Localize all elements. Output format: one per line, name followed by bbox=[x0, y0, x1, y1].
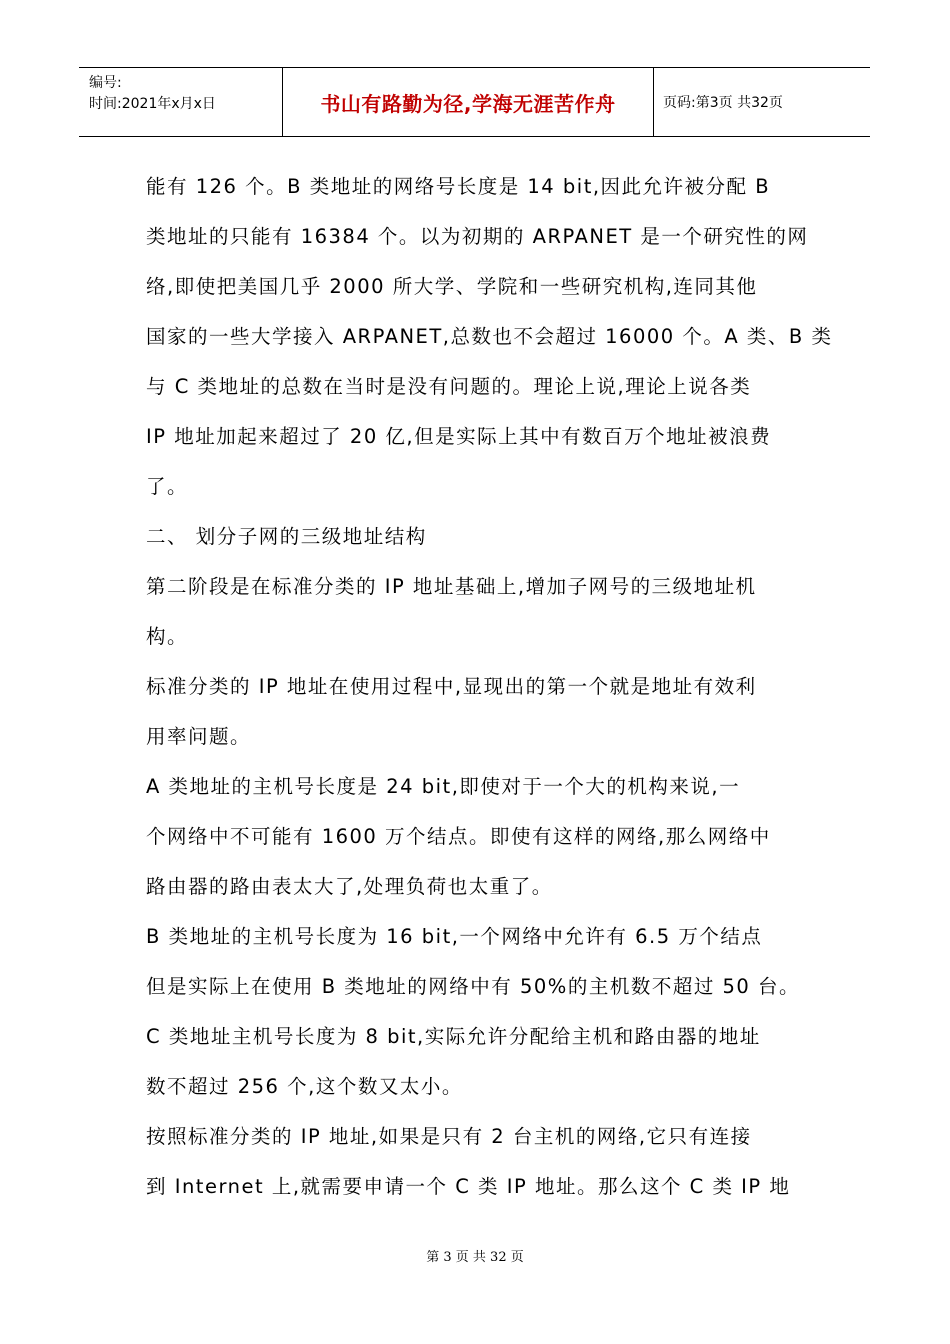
body-line: 了。 bbox=[146, 475, 189, 498]
document-body bbox=[146, 162, 833, 1212]
body-line: 数不超过 256 个,这个数又太小。 bbox=[146, 1075, 463, 1098]
section-heading: 二、 划分子网的三级地址结构 bbox=[146, 525, 427, 548]
body-line: A 类地址的主机号长度是 24 bit,即使对于一个大的机构来说,一 bbox=[146, 775, 741, 798]
body-line: 第二阶段是在标准分类的 IP 地址基础上,增加子网号的三级地址机 bbox=[146, 575, 757, 598]
header-page-info: 页码:第3页 共32页 bbox=[663, 95, 783, 111]
document-date-label: 时间:2021年x月x日 bbox=[89, 96, 216, 112]
body-line: C 类地址主机号长度为 8 bit,实际允许分配给主机和路由器的地址 bbox=[146, 1025, 761, 1048]
body-line: 构。 bbox=[146, 625, 189, 648]
body-line: 能有 126 个。B 类地址的网络号长度是 14 bit,因此允许被分配 B bbox=[146, 175, 771, 198]
document-number-label: 编号: bbox=[89, 75, 122, 91]
body-line: 标准分类的 IP 地址在使用过程中,显现出的第一个就是地址有效利 bbox=[146, 675, 757, 698]
body-line: 络,即使把美国几乎 2000 所大学、学院和一些研究机构,连同其他 bbox=[146, 275, 758, 298]
body-line: 但是实际上在使用 B 类地址的网络中有 50%的主机数不超过 50 台。 bbox=[146, 975, 801, 998]
body-line: IP 地址加起来超过了 20 亿,但是实际上其中有数百万个地址被浪费 bbox=[146, 425, 772, 448]
page-footer: 第 3 页 共 32 页 bbox=[426, 1250, 524, 1265]
body-line: 与 C 类地址的总数在当时是没有问题的。理论上说,理论上说各类 bbox=[146, 375, 752, 398]
body-line: 路由器的路由表太大了,处理负荷也太重了。 bbox=[146, 875, 553, 898]
header-motto: 书山有路勤为径,学海无涯苦作舟 bbox=[282, 68, 654, 136]
body-line: 个网络中不可能有 1600 万个结点。即使有这样的网络,那么网络中 bbox=[146, 825, 771, 848]
body-line: 用率问题。 bbox=[146, 725, 252, 748]
body-line: 到 Internet 上,就需要申请一个 C 类 IP 地址。那么这个 C 类 IP 地 bbox=[146, 1175, 791, 1198]
header-meta bbox=[79, 68, 282, 136]
body-line: 类地址的只能有 16384 个。以为初期的 ARPANET 是一个研究性的网 bbox=[146, 225, 809, 248]
body-line: 按照标准分类的 IP 地址,如果是只有 2 台主机的网络,它只有连接 bbox=[146, 1125, 752, 1148]
body-line: B 类地址的主机号长度为 16 bit,一个网络中允许有 6.5 万个结点 bbox=[146, 925, 763, 948]
page-header bbox=[79, 67, 870, 137]
body-line: 国家的一些大学接入 ARPANET,总数也不会超过 16000 个。A 类、B 类 bbox=[146, 325, 833, 348]
